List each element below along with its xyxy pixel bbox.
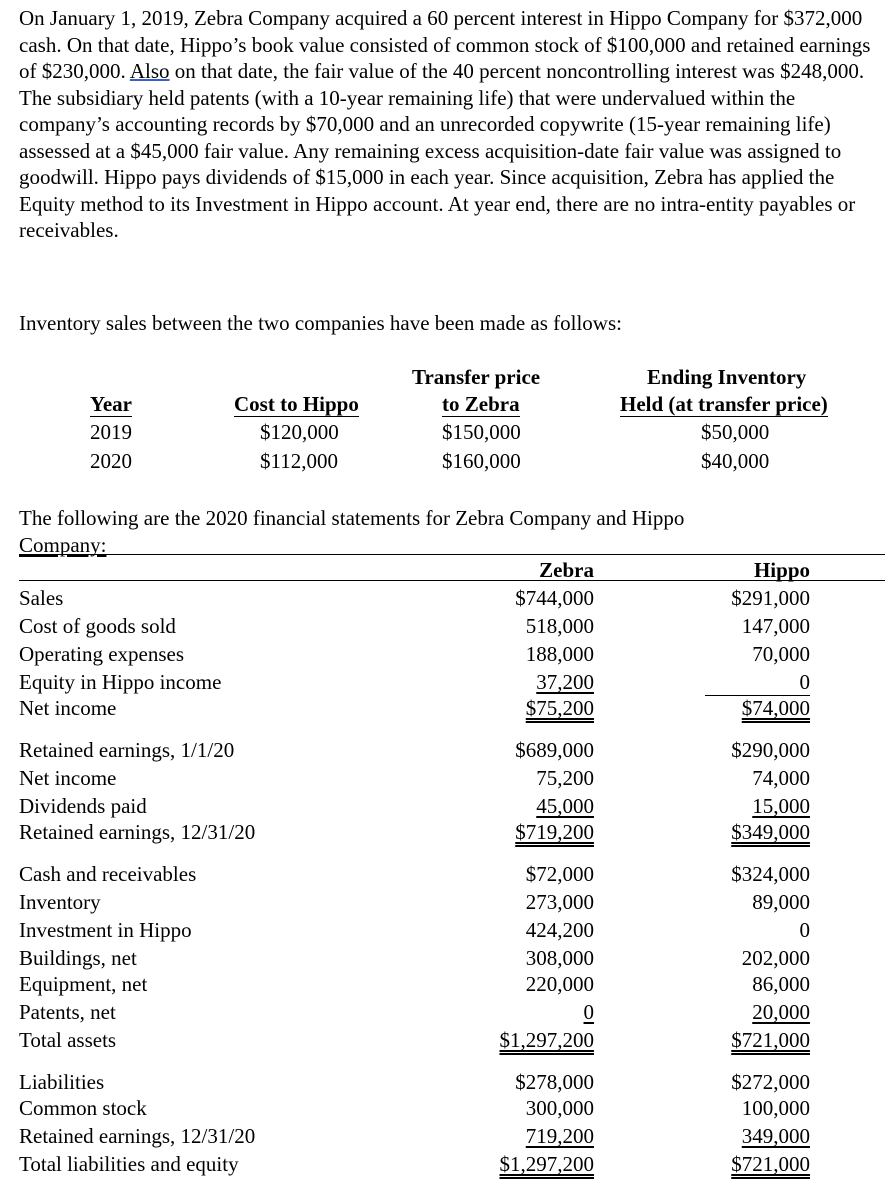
retained-row-hippo: $290,000 xyxy=(731,738,810,762)
asset-row-label: Buildings, net xyxy=(19,946,137,970)
asset-row-label: Equipment, net xyxy=(19,972,148,996)
asset-row-hippo: 202,000 xyxy=(741,946,810,970)
asset-row-label: Patents, net xyxy=(19,1000,116,1024)
row-2019-year: 2019 xyxy=(90,420,132,444)
statements-intro-line1: The following are the 2020 financial statements for Zebra Company and Hippo xyxy=(19,506,685,530)
liability-row-label: Retained earnings, 12/31/20 xyxy=(19,1124,256,1148)
asset-row-zebra: 273,000 xyxy=(525,890,594,914)
income-row-zebra: 37,200 xyxy=(536,670,594,694)
intro-text-start: On January 1, 2019, Zebra Company acquired a 60 percent interest in Hippo Company for $372,000 cash. On that date, Hippo’s book value consisted of common stock of $100,000 and retained earnings of $230,000. xyxy=(19,6,871,83)
liability-row-hippo: $272,000 xyxy=(731,1070,810,1094)
income-row-zebra: $744,000 xyxy=(515,586,594,610)
inventory-sales-intro: Inventory sales between the two companies have been made as follows: xyxy=(19,311,622,335)
income-row-label: Equity in Hippo income xyxy=(19,670,222,694)
header-ending-line2: Held (at transfer price) xyxy=(620,392,828,416)
asset-row-hippo: 0 xyxy=(799,918,810,942)
asset-row-label: Cash and receivables xyxy=(19,862,197,886)
row-2020-ending: $40,000 xyxy=(701,449,770,473)
retained-row-zebra: $719,200 xyxy=(515,820,594,844)
asset-row-label: Total assets xyxy=(19,1028,117,1052)
header-cost-to-hippo: Cost to Hippo xyxy=(234,392,359,416)
liability-row-zebra: 300,000 xyxy=(525,1096,594,1120)
asset-row-hippo: 89,000 xyxy=(752,890,810,914)
row-2019-cost: $120,000 xyxy=(260,420,339,444)
retained-row-hippo: $349,000 xyxy=(731,820,810,844)
header-transfer-line2: to Zebra xyxy=(442,392,520,416)
column-header-zebra: Zebra xyxy=(539,558,594,582)
income-row-hippo: 147,000 xyxy=(741,614,810,638)
income-row-label: Operating expenses xyxy=(19,642,185,666)
asset-row-zebra: $72,000 xyxy=(525,862,594,886)
asset-row-hippo: 20,000 xyxy=(752,1000,810,1024)
income-row-zebra: 518,000 xyxy=(525,614,594,638)
liability-row-hippo: $721,000 xyxy=(731,1152,810,1176)
income-row-label: Sales xyxy=(19,586,64,610)
retained-row-zebra: 45,000 xyxy=(536,794,594,818)
liability-row-zebra: $278,000 xyxy=(515,1070,594,1094)
retained-row-zebra: $689,000 xyxy=(515,738,594,762)
retained-row-label: Net income xyxy=(19,766,117,790)
retained-row-hippo: 15,000 xyxy=(752,794,810,818)
income-row-hippo: 70,000 xyxy=(752,642,810,666)
retained-row-zebra: 75,200 xyxy=(536,766,594,790)
income-row-zebra: 188,000 xyxy=(525,642,594,666)
liability-row-hippo: 100,000 xyxy=(741,1096,810,1120)
asset-row-zebra: 0 xyxy=(583,1000,594,1024)
row-2020-transfer: $160,000 xyxy=(442,449,521,473)
row-2020-year: 2020 xyxy=(90,449,132,473)
header-ending-line1: Ending Inventory xyxy=(647,365,807,389)
liability-row-label: Common stock xyxy=(19,1096,147,1120)
liability-row-label: Liabilities xyxy=(19,1070,105,1094)
income-row-zebra: $75,200 xyxy=(525,696,594,720)
liability-row-hippo: 349,000 xyxy=(741,1124,810,1148)
retained-row-label: Retained earnings, 12/31/20 xyxy=(19,820,256,844)
asset-row-zebra: $1,297,200 xyxy=(499,1028,594,1052)
income-row-hippo: $74,000 xyxy=(741,696,810,720)
row-2020-cost: $112,000 xyxy=(260,449,338,473)
retained-row-label: Dividends paid xyxy=(19,794,147,818)
header-year: Year xyxy=(90,392,132,416)
income-row-hippo: 0 xyxy=(799,670,810,694)
column-header-hippo: Hippo xyxy=(753,558,810,582)
asset-row-label: Investment in Hippo xyxy=(19,918,192,942)
asset-row-zebra: 424,200 xyxy=(525,918,594,942)
retained-row-label: Retained earnings, 1/1/20 xyxy=(19,738,235,762)
liability-row-label: Total liabilities and equity xyxy=(19,1152,239,1176)
statement-top-rule xyxy=(19,554,885,555)
asset-row-zebra: 220,000 xyxy=(525,972,594,996)
statements-intro xyxy=(19,505,885,558)
statements-intro-line2: Company: xyxy=(19,532,107,557)
asset-row-hippo: $324,000 xyxy=(731,862,810,886)
liability-row-zebra: $1,297,200 xyxy=(499,1152,594,1176)
intro-also-word: Also xyxy=(129,59,170,83)
retained-row-hippo: 74,000 xyxy=(752,766,810,790)
asset-row-hippo: $721,000 xyxy=(731,1028,810,1052)
income-row-hippo: $291,000 xyxy=(731,586,810,610)
row-2019-transfer: $150,000 xyxy=(442,420,521,444)
row-2019-ending: $50,000 xyxy=(701,420,770,444)
income-row-label: Cost of goods sold xyxy=(19,614,176,638)
asset-row-zebra: 308,000 xyxy=(525,946,594,970)
liability-row-zebra: 719,200 xyxy=(525,1124,594,1148)
asset-row-label: Inventory xyxy=(19,890,101,914)
income-row-label: Net income xyxy=(19,696,117,720)
problem-intro-paragraph xyxy=(19,5,885,244)
intro-text-end: on that date, the fair value of the 40 percent noncontrolling interest was $248,000. The subsidiary held patents (with a 10-year remaining life) that were undervalued within the company’s accounting records by $70,000 and an unrecorded copywrite (15-year remaining life) assessed at a $45,000 fair value. Any remaining excess acquisition-date fair value was assigned to goodwill. Hippo pays dividends of $15,000 in each year. Since acquisition, Zebra has applied the Equity method to its Investment in Hippo account. At year end, there are no intra-entity payables or receivables. xyxy=(19,59,865,242)
asset-row-hippo: 86,000 xyxy=(752,972,810,996)
header-transfer-line1: Transfer price xyxy=(412,365,541,389)
